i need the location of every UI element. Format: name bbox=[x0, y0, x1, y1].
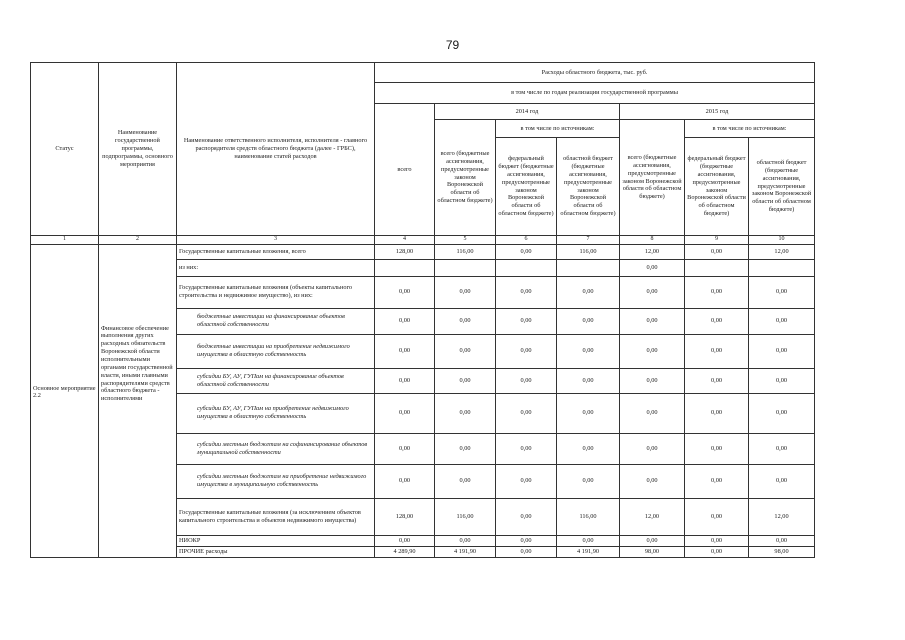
value-cell: 0,00 bbox=[496, 433, 557, 464]
value-cell: 0,00 bbox=[496, 498, 557, 535]
value-cell: 0,00 bbox=[496, 393, 557, 433]
value-cell: 0,00 bbox=[375, 276, 435, 308]
header-2014-federal: федеральный бюджет (бюджетные ассигнования, предусмотренные законом Воронежской области об областном бюджете) bbox=[496, 138, 557, 236]
value-cell: 0,00 bbox=[685, 535, 749, 546]
value-cell: 0,00 bbox=[620, 276, 685, 308]
col-number: 7 bbox=[557, 236, 620, 245]
value-cell: 0,00 bbox=[557, 433, 620, 464]
header-by-years: в том числе по годам реализации государственной программы bbox=[375, 83, 815, 104]
col-number: 10 bbox=[749, 236, 815, 245]
budget-table bbox=[30, 62, 815, 558]
value-cell: 0,00 bbox=[557, 334, 620, 368]
value-cell: 0,00 bbox=[375, 535, 435, 546]
value-cell: 0,00 bbox=[375, 334, 435, 368]
value-cell: 0,00 bbox=[557, 308, 620, 334]
value-cell: 0,00 bbox=[496, 276, 557, 308]
value-cell: 12,00 bbox=[749, 498, 815, 535]
value-cell: 0,00 bbox=[435, 535, 496, 546]
value-cell: 0,00 bbox=[620, 535, 685, 546]
value-cell: 0,00 bbox=[620, 308, 685, 334]
value-cell: 98,00 bbox=[620, 546, 685, 557]
value-cell: 0,00 bbox=[496, 535, 557, 546]
value-cell: 0,00 bbox=[375, 464, 435, 498]
row-label: НИОКР bbox=[177, 535, 375, 546]
value-cell: 0,00 bbox=[557, 535, 620, 546]
row-label: Государственные капитальные вложения, всего bbox=[177, 244, 375, 259]
row-program-name: Финансовое обеспечение выполнения других расходных обязательств Воронежской области исполнительными органами государственной власти, иными главными распорядителями средств областного бюджета - исполнителями bbox=[99, 244, 177, 557]
col-number: 4 bbox=[375, 236, 435, 245]
value-cell: 0,00 bbox=[749, 276, 815, 308]
header-2015-all: всего (бюджетные ассигнования, предусмотренные законом Воронежской области об областном бюджете) bbox=[620, 120, 685, 236]
value-cell bbox=[685, 259, 749, 276]
col-number: 3 bbox=[177, 236, 375, 245]
value-cell: 0,00 bbox=[557, 393, 620, 433]
value-cell: 0,00 bbox=[749, 308, 815, 334]
value-cell: 0,00 bbox=[557, 276, 620, 308]
value-cell: 0,00 bbox=[685, 546, 749, 557]
value-cell: 128,00 bbox=[375, 244, 435, 259]
value-cell bbox=[375, 259, 435, 276]
value-cell: 116,00 bbox=[435, 498, 496, 535]
value-cell: 0,00 bbox=[557, 368, 620, 393]
value-cell: 4 191,90 bbox=[557, 546, 620, 557]
value-cell: 0,00 bbox=[435, 433, 496, 464]
value-cell: 0,00 bbox=[496, 546, 557, 557]
value-cell: 0,00 bbox=[496, 368, 557, 393]
header-2015-sources: в том числе по источникам: bbox=[685, 120, 815, 138]
header-status: Статус bbox=[31, 63, 99, 236]
col-number: 8 bbox=[620, 236, 685, 245]
header-total: всего bbox=[375, 104, 435, 236]
value-cell: 0,00 bbox=[620, 464, 685, 498]
header-2015-regional: областной бюджет (бюджетные ассигнования, предусмотренные законом Воронежской области об областном бюджете) bbox=[749, 138, 815, 236]
value-cell: 0,00 bbox=[685, 498, 749, 535]
value-cell: 0,00 bbox=[435, 464, 496, 498]
value-cell: 0,00 bbox=[685, 433, 749, 464]
value-cell: 0,00 bbox=[685, 368, 749, 393]
value-cell: 0,00 bbox=[375, 393, 435, 433]
header-program-name: Наименование государственной программы, подпрограммы, основного мероприятия bbox=[99, 63, 177, 236]
value-cell: 0,00 bbox=[685, 276, 749, 308]
value-cell: 0,00 bbox=[496, 334, 557, 368]
value-cell: 0,00 bbox=[620, 433, 685, 464]
value-cell: 0,00 bbox=[685, 393, 749, 433]
value-cell: 116,00 bbox=[557, 498, 620, 535]
col-number: 1 bbox=[31, 236, 99, 245]
value-cell bbox=[749, 259, 815, 276]
value-cell: 0,00 bbox=[685, 244, 749, 259]
value-cell: 128,00 bbox=[375, 498, 435, 535]
row-label: Государственные капитальные вложения (объекты капитального строительства и недвижимое имущество), из них: bbox=[177, 276, 375, 308]
value-cell: 0,00 bbox=[620, 393, 685, 433]
header-2014-all: всего (бюджетные ассигнования, предусмотренные законом Воронежской области об областном бюджете) bbox=[435, 120, 496, 236]
value-cell: 0,00 bbox=[749, 464, 815, 498]
value-cell: 4 191,90 bbox=[435, 546, 496, 557]
value-cell: 4 289,90 bbox=[375, 546, 435, 557]
row-label: бюджетные инвестиции на финансирование объектов областной собственности bbox=[177, 308, 375, 334]
value-cell: 0,00 bbox=[375, 368, 435, 393]
header-year-2015: 2015 год bbox=[620, 104, 815, 120]
value-cell: 0,00 bbox=[435, 334, 496, 368]
row-label: ПРОЧИЕ расходы bbox=[177, 546, 375, 557]
value-cell: 0,00 bbox=[375, 433, 435, 464]
value-cell: 0,00 bbox=[557, 464, 620, 498]
value-cell: 0,00 bbox=[749, 433, 815, 464]
col-number: 2 bbox=[99, 236, 177, 245]
value-cell: 116,00 bbox=[435, 244, 496, 259]
value-cell: 0,00 bbox=[749, 368, 815, 393]
row-label: из них: bbox=[177, 259, 375, 276]
col-number: 5 bbox=[435, 236, 496, 245]
row-label: Государственные капитальные вложения (за исключением объектов капитального строительства и объектов недвижимого имущества) bbox=[177, 498, 375, 535]
row-label: субсидии БУ, АУ, ГУПам на приобретение недвижимого имущества в областную собственность bbox=[177, 393, 375, 433]
value-cell: 12,00 bbox=[620, 498, 685, 535]
value-cell: 0,00 bbox=[496, 244, 557, 259]
value-cell: 0,00 bbox=[620, 368, 685, 393]
value-cell: 0,00 bbox=[749, 535, 815, 546]
value-cell: 0,00 bbox=[685, 334, 749, 368]
col-number: 6 bbox=[496, 236, 557, 245]
value-cell: 0,00 bbox=[685, 464, 749, 498]
value-cell: 0,00 bbox=[620, 334, 685, 368]
header-expenses: Расходы областного бюджета, тыс. руб. bbox=[375, 63, 815, 83]
value-cell: 0,00 bbox=[435, 368, 496, 393]
value-cell bbox=[435, 259, 496, 276]
row-status: Основное мероприятие 2.2 bbox=[31, 244, 99, 557]
value-cell: 0,00 bbox=[749, 334, 815, 368]
value-cell: 0,00 bbox=[685, 308, 749, 334]
value-cell: 116,00 bbox=[557, 244, 620, 259]
value-cell: 12,00 bbox=[749, 244, 815, 259]
page-number: 79 bbox=[445, 38, 460, 52]
row-label: бюджетные инвестиции на приобретение недвижимого имущества в областную собственность bbox=[177, 334, 375, 368]
value-cell bbox=[496, 259, 557, 276]
value-cell: 0,00 bbox=[375, 308, 435, 334]
row-label: субсидии местным бюджетам на приобретение недвижимого имущества в муниципальную собственность bbox=[177, 464, 375, 498]
value-cell: 12,00 bbox=[620, 244, 685, 259]
value-cell bbox=[557, 259, 620, 276]
value-cell: 0,00 bbox=[435, 393, 496, 433]
value-cell: 0,00 bbox=[620, 259, 685, 276]
value-cell: 0,00 bbox=[496, 308, 557, 334]
header-2014-sources: в том числе по источникам: bbox=[496, 120, 620, 138]
col-number: 9 bbox=[685, 236, 749, 245]
value-cell: 0,00 bbox=[435, 276, 496, 308]
table-row bbox=[31, 244, 815, 259]
header-2014-regional: областной бюджет (бюджетные ассигнования, предусмотренные законом Воронежской области об областном бюджете) bbox=[557, 138, 620, 236]
row-label: субсидии местным бюджетам на софинансирование объектов муниципальной собственности bbox=[177, 433, 375, 464]
value-cell: 98,00 bbox=[749, 546, 815, 557]
value-cell: 0,00 bbox=[496, 464, 557, 498]
value-cell: 0,00 bbox=[435, 308, 496, 334]
header-2015-federal: федеральный бюджет (бюджетные ассигнования, предусмотренные законом Воронежской области об областном бюджете) bbox=[685, 138, 749, 236]
value-cell: 0,00 bbox=[749, 393, 815, 433]
row-label: субсидии БУ, АУ, ГУПам на финансирование объектов областной собственности bbox=[177, 368, 375, 393]
header-year-2014: 2014 год bbox=[435, 104, 620, 120]
header-executor-name: Наименование ответственного исполнителя, исполнителя - главного распорядителя средств областного бюджета (далее - ГРБС), наименование статей расходов bbox=[177, 63, 375, 236]
